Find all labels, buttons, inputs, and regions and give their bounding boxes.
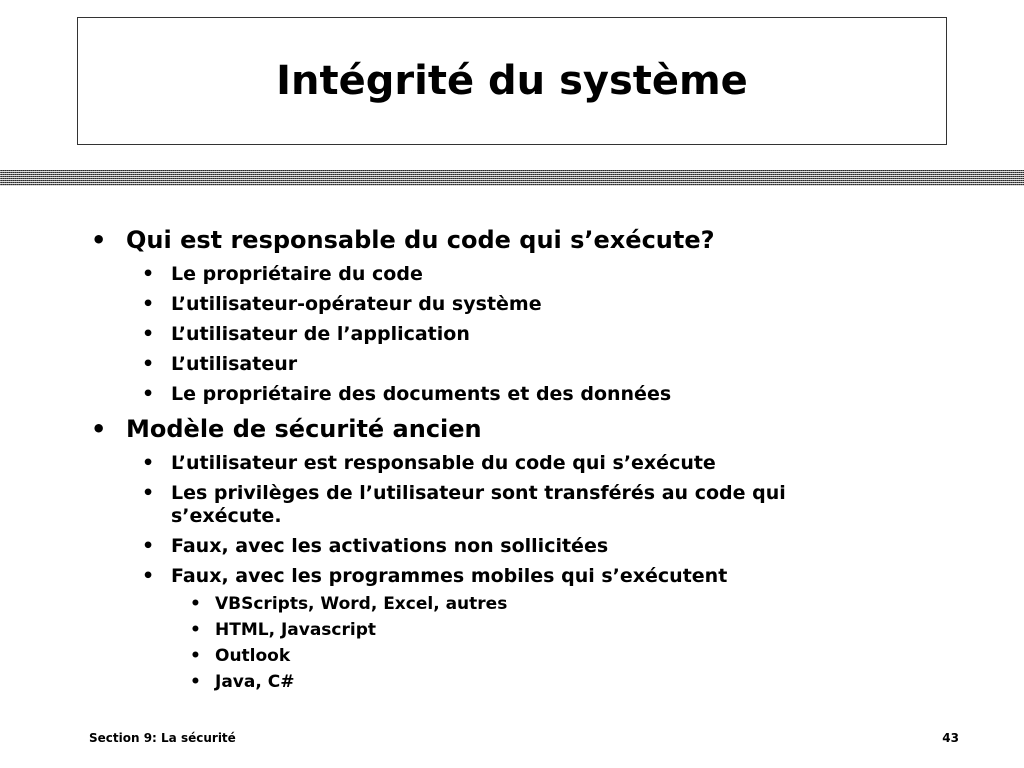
bullet-level2	[0, 565, 1024, 588]
bullet-text: Les privilèges de l’utilisateur sont transférés au code qui s’exécute.	[171, 482, 786, 527]
bullet-icon: •	[142, 565, 155, 587]
bullet-icon: •	[190, 620, 201, 640]
hatched-divider	[0, 170, 1024, 186]
bullet-text: Java, C#	[215, 672, 295, 692]
title-box	[77, 17, 947, 145]
bullet-text: Modèle de sécurité ancien	[126, 415, 482, 443]
bullet-level3	[0, 594, 1024, 614]
bullet-text: HTML, Javascript	[215, 620, 377, 640]
bullet-level2	[0, 383, 1024, 406]
bullet-level3	[0, 646, 1024, 666]
slide-content	[0, 224, 1024, 692]
bullet-level2	[0, 535, 1024, 558]
bullet-text: Le propriétaire des documents et des données	[171, 383, 672, 405]
bullet-icon: •	[142, 263, 155, 285]
slide-title: Intégrité du système	[276, 58, 748, 104]
bullet-text: L’utilisateur	[171, 353, 298, 375]
bullet-text: Faux, avec les activations non sollicitées	[171, 535, 609, 557]
bullet-text: Outlook	[215, 646, 291, 666]
bullet-level2	[0, 293, 1024, 316]
bullet-level3	[0, 620, 1024, 640]
bullet-icon: •	[142, 452, 155, 474]
bullet-icon: •	[142, 482, 155, 504]
bullet-level1	[0, 413, 1024, 445]
bullet-level2	[0, 482, 891, 528]
bullet-icon: •	[142, 323, 155, 345]
bullet-text: L’utilisateur-opérateur du système	[171, 293, 542, 315]
footer-section-label: Section 9: La sécurité	[89, 731, 236, 745]
bullet-icon: •	[190, 672, 201, 692]
bullet-text: L’utilisateur de l’application	[171, 323, 470, 345]
bullet-icon: •	[190, 646, 201, 666]
bullet-icon: •	[142, 293, 155, 315]
bullet-level2	[0, 452, 1024, 475]
bullet-icon: •	[142, 383, 155, 405]
bullet-icon: •	[91, 415, 107, 443]
bullet-icon: •	[142, 353, 155, 375]
bullet-level1	[0, 224, 1024, 256]
bullet-level2	[0, 323, 1024, 346]
bullet-level2	[0, 263, 1024, 286]
bullet-text: L’utilisateur est responsable du code qui s’exécute	[171, 452, 716, 474]
bullet-icon: •	[190, 594, 201, 614]
bullet-text: VBScripts, Word, Excel, autres	[215, 594, 508, 614]
bullet-level3	[0, 672, 1024, 692]
bullet-icon: •	[142, 535, 155, 557]
bullet-text: Le propriétaire du code	[171, 263, 423, 285]
bullet-text: Qui est responsable du code qui s’exécute?	[126, 226, 715, 254]
bullet-icon: •	[91, 226, 107, 254]
bullet-level2	[0, 353, 1024, 376]
bullet-text: Faux, avec les programmes mobiles qui s’exécutent	[171, 565, 728, 587]
footer-page-number: 43	[942, 731, 959, 745]
